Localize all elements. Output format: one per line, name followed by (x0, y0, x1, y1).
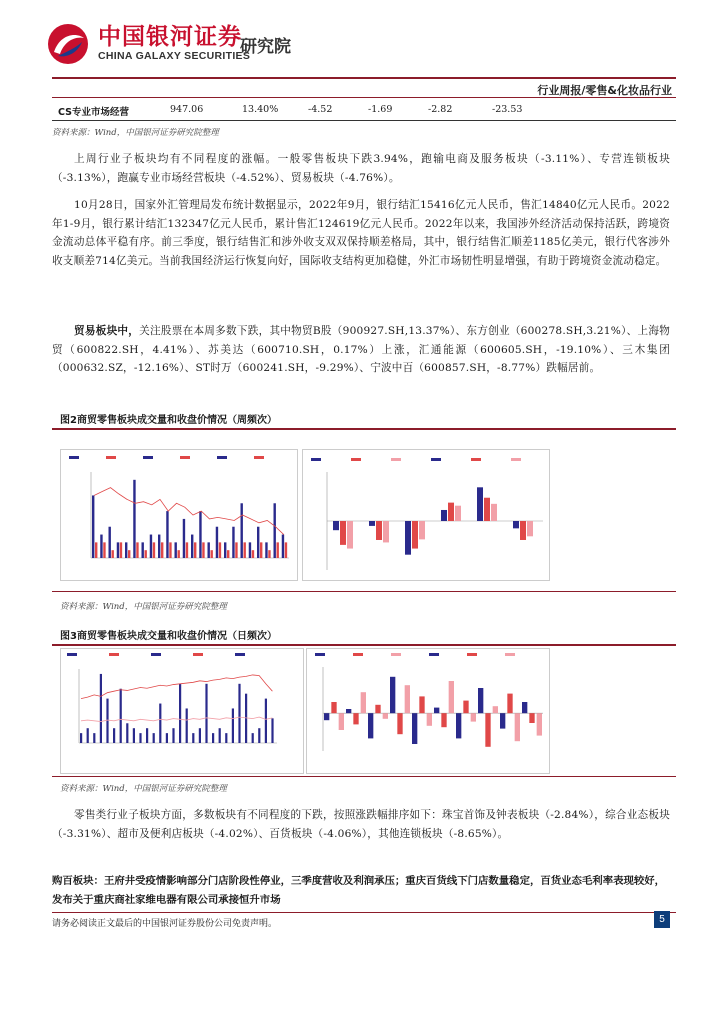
volume-bar (219, 542, 221, 558)
sector-bar (369, 521, 375, 526)
volume-bar (205, 684, 207, 743)
change-bar (339, 713, 344, 730)
volume-bar (271, 718, 273, 743)
sector-bar (419, 521, 425, 539)
source-note: 资料来源：Wind，中国银河证券研究院整理 (60, 784, 227, 794)
volume-bar (166, 733, 168, 743)
change-bar (515, 713, 520, 741)
source-note: 资料来源：Wind，中国银河证券研究院整理 (60, 602, 227, 612)
volume-bar (265, 542, 267, 558)
header-rule-2 (52, 97, 676, 98)
volume-bar (126, 723, 128, 743)
volume-bar (172, 728, 174, 743)
sector-bar (441, 510, 447, 521)
legend-swatch (235, 653, 245, 656)
sector-bar (527, 521, 533, 536)
volume-bar (199, 511, 201, 558)
sector-bar (513, 521, 519, 528)
sector-bar (340, 521, 346, 545)
change-bar (361, 692, 366, 713)
change-bar (368, 713, 373, 738)
volume-bar (252, 550, 254, 558)
legend-swatch (143, 456, 153, 459)
change-bar (375, 705, 380, 713)
legend-swatch (69, 456, 79, 459)
chart-fig3-right (306, 648, 550, 774)
legend-swatch (151, 653, 161, 656)
volume-bar (282, 535, 284, 558)
paragraph-body: 关注股票在本周多数下跌，其中物贸B股（900927.SH,13.37%）、东方创业（600278.SH,3.21%）、上海物贸（600822.SH，4.41%）、苏美达（600710.SH，0.17%）上涨，汇通能源（600605.SH，-19.10%）、三木集团（000632.SZ，-12.16%）、ST时万（600241.SH，-9.29%）、宁波中百（600857.SH，-8.77%）跌幅居前。 (52, 325, 670, 375)
volume-bar (179, 684, 181, 743)
figure-rule (52, 428, 676, 430)
volume-bar (120, 689, 122, 743)
volume-bar (285, 542, 287, 558)
volume-bar (238, 684, 240, 743)
figure-title: 图3商贸零售板块成交量和收盘价情况（日频次） (60, 631, 277, 642)
volume-bar (100, 535, 102, 558)
change-bar (412, 713, 417, 744)
legend-swatch (505, 653, 515, 656)
source-note: 资料来源：Wind，中国银河证券研究院整理 (52, 128, 219, 138)
volume-bar (133, 480, 135, 558)
volume-bar (211, 550, 213, 558)
volume-bar (202, 542, 204, 558)
volume-bar (232, 708, 234, 743)
chart-fig2-right (302, 449, 550, 581)
change-bar (434, 708, 439, 714)
legend-swatch (471, 458, 481, 461)
change-bar (397, 713, 402, 734)
volume-bar (178, 550, 180, 558)
volume-bar (225, 733, 227, 743)
sector-bar (455, 506, 461, 521)
volume-bar (93, 733, 95, 743)
change-bar (419, 696, 424, 713)
sector-bar (347, 521, 353, 549)
volume-bar (232, 527, 234, 558)
volume-bar (161, 542, 163, 558)
volume-bar (100, 674, 102, 743)
legend-swatch (254, 456, 264, 459)
change-bar (353, 713, 358, 724)
volume-bar (169, 542, 171, 558)
volume-bar (186, 542, 188, 558)
volume-bar (235, 542, 237, 558)
change-bar (507, 694, 512, 714)
volume-bar (186, 708, 188, 743)
legend-swatch (193, 653, 203, 656)
volume-bar (227, 550, 229, 558)
paragraph: 10月28日，国家外汇管理局发布统计数据显示，2022年9月，银行结汇15416亿元人民币，售汇14840亿元人民币。2022年1-9月，银行累计结汇132347亿元人民币，累计售汇124619亿元人民币。2022年以来，我国涉外经济活动保持活跃，跨境资金流动总体平稳有序。前三季度，银行结售汇和涉外收支双双保持顺差格局，其中，银行结售汇顺差1185亿美元，银行代客涉外收支顺差714亿美元。当前我国经济运行恢复向好，国际收支结构更加稳健，外汇市场韧性明显增强，有助于跨境资金流动稳定。 (52, 199, 670, 267)
volume-bar (150, 535, 152, 558)
figure-rule (52, 591, 676, 592)
volume-bar (224, 542, 226, 558)
change-bar (463, 701, 468, 714)
logo-chinese: 中国银河证券 (98, 24, 242, 50)
volume-bar (166, 511, 168, 558)
table-cell: 947.06 (170, 104, 204, 115)
footer-rule (52, 912, 676, 913)
legend-swatch (351, 458, 361, 461)
change-bar (449, 681, 454, 713)
header-rule (52, 77, 676, 79)
volume-bar (257, 527, 259, 558)
sector-bar (484, 498, 490, 521)
change-bar (493, 706, 498, 713)
volume-bar (199, 728, 201, 743)
volume-bar (103, 542, 105, 558)
logo-english: CHINA GALAXY SECURITIES (98, 50, 251, 62)
institute-label: 研究院 (240, 37, 291, 57)
volume-bar (139, 733, 141, 743)
table-cell: -23.53 (492, 104, 523, 115)
volume-bar (208, 542, 210, 558)
volume-bar (95, 542, 97, 558)
volume-bar (128, 550, 130, 558)
change-bar (324, 713, 329, 720)
brand-logo-icon (46, 22, 90, 66)
volume-bar (175, 542, 177, 558)
table-row (52, 100, 676, 121)
legend-swatch (180, 456, 190, 459)
legend-swatch (391, 653, 401, 656)
chart-fig2-left (60, 449, 298, 581)
disclaimer: 请务必阅读正文最后的中国银河证券股份公司免责声明。 (52, 919, 278, 929)
sector-bar (412, 521, 418, 549)
sector-bar (448, 503, 454, 521)
sector-bar (520, 521, 526, 540)
volume-bar (146, 728, 148, 743)
close-price-line (94, 488, 284, 535)
volume-bar (80, 733, 82, 743)
change-bar (390, 677, 395, 713)
report-type: 行业周报/零售&化妆品行业 (537, 84, 672, 97)
volume-bar (241, 503, 243, 558)
change-bar (537, 713, 542, 735)
figure-rule (52, 776, 676, 777)
sector-bar (477, 487, 483, 521)
sector-bar (405, 521, 411, 555)
volume-bar (183, 519, 185, 558)
table-cell: -2.82 (428, 104, 453, 115)
volume-bar (265, 699, 267, 743)
paragraph (52, 322, 670, 378)
change-bar (485, 713, 490, 747)
volume-bar (268, 550, 270, 558)
close-price-line (81, 717, 272, 721)
volume-bar (260, 542, 262, 558)
paragraph-bold: 购百板块：王府井受疫情影响部分门店阶段性停业，三季度营收及利润承压；重庆百货线下门店数量稳定，百货业态毛利率表现较好，发布关于重庆商社家维电器有限公司承接恒升市场 (52, 875, 666, 906)
legend-swatch (391, 458, 401, 461)
change-bar (383, 713, 388, 719)
volume-bar (125, 542, 127, 558)
legend-swatch (106, 456, 116, 459)
legend-swatch (511, 458, 521, 461)
volume-bar (219, 728, 221, 743)
volume-bar (153, 733, 155, 743)
paragraph: 上周行业子板块均有不同程度的涨幅。一般零售板块下跌3.94%，跑输电商及服务板块（-3.11%）、专营连锁板块（-3.13%），跑赢专业市场经营板块（-4.52%）、贸易板块（-4.76%）。 (52, 153, 670, 184)
volume-bar (142, 542, 144, 558)
sector-bar (491, 504, 497, 521)
volume-bar (153, 542, 155, 558)
chart-fig3-left (60, 648, 304, 774)
volume-bar (212, 733, 214, 743)
legend-swatch (311, 458, 321, 461)
table-cell-name: CS专业市场经营 (58, 107, 129, 118)
volume-bar (145, 550, 147, 558)
volume-bar (277, 542, 279, 558)
volume-bar (194, 542, 196, 558)
volume-bar (133, 728, 135, 743)
figure-title: 图2商贸零售板块成交量和收盘价情况（周频次） (60, 415, 277, 426)
sector-bar (333, 521, 339, 530)
paragraph: 零售类行业子板块方面，多数板块有不同程度的下跌，按照涨跌幅排序如下：珠宝首饰及钟表板块（-2.84%），综合业态板块（-3.31%）、超市及便利店板块（-4.02%）、百货板块（-4.06%），其他连锁板块（-8.65%）。 (52, 809, 670, 840)
change-bar (529, 713, 534, 723)
legend-swatch (431, 458, 441, 461)
volume-bar (249, 542, 251, 558)
volume-bar (136, 542, 138, 558)
legend-swatch (217, 456, 227, 459)
volume-bar (109, 527, 111, 558)
volume-bar (117, 542, 119, 558)
change-bar (441, 713, 446, 727)
volume-bar (87, 728, 89, 743)
change-bar (331, 702, 336, 713)
volume-bar (106, 699, 108, 743)
change-bar (471, 713, 476, 721)
table-cell: -4.52 (308, 104, 333, 115)
change-bar (405, 685, 410, 713)
table-cell: -1.69 (368, 104, 393, 115)
volume-bar (191, 535, 193, 558)
change-bar (456, 713, 461, 738)
volume-bar (216, 527, 218, 558)
volume-bar (159, 704, 161, 743)
legend-swatch (467, 653, 477, 656)
change-bar (478, 688, 483, 713)
paragraph-lead: 贸易板块中， (74, 325, 140, 337)
sector-bar (383, 521, 389, 542)
change-bar (427, 713, 432, 726)
table-cell: 13.40% (242, 104, 279, 115)
volume-bar (274, 503, 276, 558)
volume-bar (192, 733, 194, 743)
legend-swatch (67, 653, 77, 656)
change-bar (500, 713, 505, 728)
volume-bar (92, 495, 94, 558)
volume-bar (158, 535, 160, 558)
volume-bar (112, 550, 114, 558)
change-bar (522, 702, 527, 713)
legend-swatch (315, 653, 325, 656)
volume-bar (120, 542, 122, 558)
volume-bar (113, 728, 115, 743)
legend-swatch (109, 653, 119, 656)
page-number: 5 (654, 911, 670, 928)
change-bar (346, 709, 351, 713)
volume-bar (258, 728, 260, 743)
volume-bar (252, 733, 254, 743)
close-price-line (81, 675, 272, 699)
legend-swatch (429, 653, 439, 656)
sector-bar (376, 521, 382, 540)
figure-rule (52, 644, 676, 646)
volume-bar (244, 542, 246, 558)
legend-swatch (353, 653, 363, 656)
